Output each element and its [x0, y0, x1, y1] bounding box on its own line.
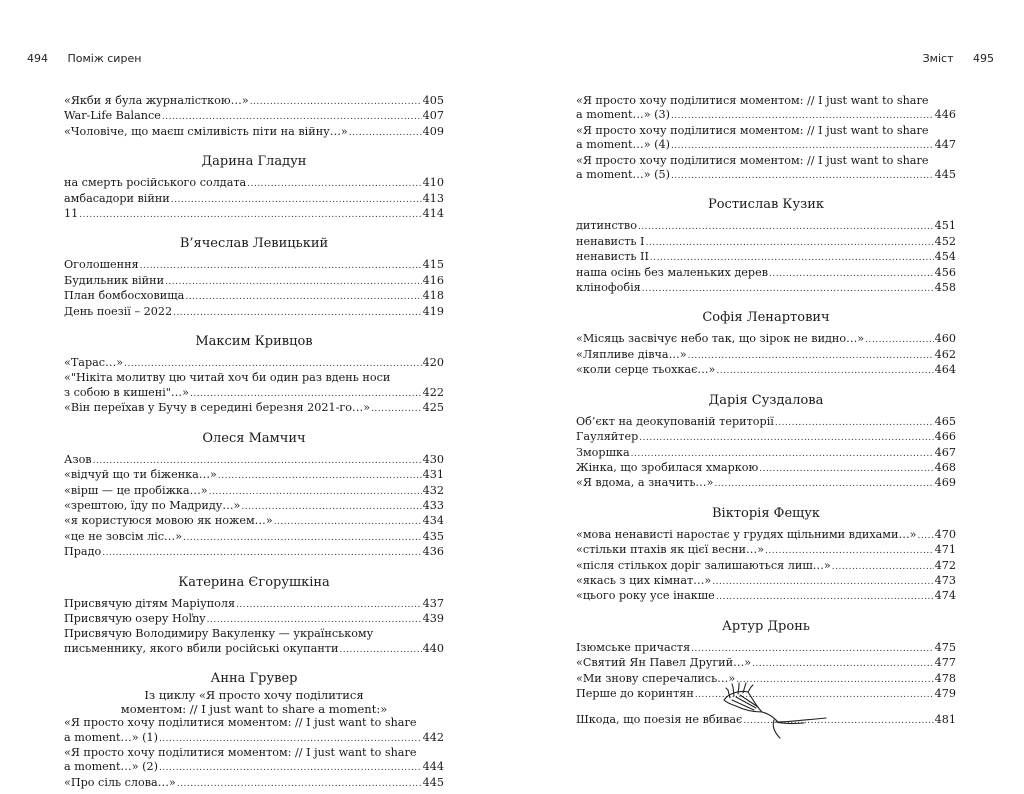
- dot-leader: [185, 290, 421, 304]
- toc-entry[interactable]: [576, 476, 956, 491]
- dot-leader: [209, 485, 422, 499]
- dot-leader: [349, 126, 422, 140]
- toc-page-number: 477: [934, 656, 956, 670]
- toc-page-number: 446: [934, 108, 956, 122]
- toc-page-number: 468: [934, 460, 956, 474]
- toc-entry-title: «стільки птахів як цієї весни…»: [576, 543, 765, 557]
- toc-entry-row: [576, 574, 956, 589]
- toc-page-number: 471: [934, 543, 956, 557]
- toc-entry[interactable]: [576, 154, 956, 184]
- toc-entry[interactable]: [64, 530, 444, 545]
- toc-entry-row: [576, 168, 956, 183]
- toc-entry-row: [64, 176, 444, 191]
- toc-entry-title: Гауляйтер: [576, 430, 639, 444]
- toc-entry[interactable]: [64, 453, 444, 468]
- toc-page-number: 465: [934, 414, 956, 428]
- toc-entry-row: [64, 499, 444, 514]
- toc-entry[interactable]: [576, 656, 956, 671]
- dot-leader: [716, 364, 933, 378]
- author-heading: Дарія Суздалова: [708, 392, 824, 408]
- toc-entry-title: a moment…» (2): [64, 760, 158, 774]
- toc-entry-title: War-Life Balance: [64, 109, 161, 123]
- toc-entry[interactable]: [64, 716, 444, 746]
- toc-entry[interactable]: [64, 746, 444, 776]
- dot-leader: [759, 462, 933, 476]
- toc-entry[interactable]: [64, 401, 444, 416]
- toc-entry-row: [576, 235, 956, 250]
- dot-leader: [688, 349, 934, 363]
- toc-entry-row: [576, 348, 956, 363]
- dot-leader: [631, 447, 934, 461]
- toc-entry[interactable]: [576, 415, 956, 430]
- toc-entry-row: [64, 125, 444, 140]
- dot-leader: [173, 306, 422, 320]
- toc-entry-title: Оголошення: [64, 258, 139, 272]
- toc-page-number: 462: [934, 347, 956, 361]
- toc-author-section: [64, 574, 444, 658]
- toc-author-section: [64, 333, 444, 417]
- toc-entry-title: клінофобія: [576, 281, 641, 295]
- dot-leader: [218, 469, 422, 483]
- toc-entry-title: «Якби я була журналісткою…»: [64, 94, 249, 107]
- toc-entry-title: Прадо: [64, 545, 102, 559]
- toc-entry-row: [64, 386, 444, 401]
- toc-entry[interactable]: [64, 207, 444, 222]
- toc-entry-title: «цього року усе інакше: [576, 589, 715, 603]
- toc-entry-row: [64, 356, 444, 371]
- toc-entry-row: [576, 476, 956, 491]
- dot-leader: [671, 169, 934, 183]
- toc-author-section: [576, 196, 956, 296]
- toc-entry-title: письменнику, якого вбили російські окупанти: [64, 641, 339, 655]
- author-heading: Ростислав Кузик: [707, 197, 825, 213]
- author-heading: Катерина Єгорушкіна: [178, 574, 330, 590]
- toc-entry-title: «Ляпливе дівча…»: [576, 347, 687, 361]
- toc-page-number: 472: [934, 558, 956, 572]
- toc-entry-title: a moment…» (1): [64, 730, 158, 744]
- dot-leader: [691, 642, 933, 656]
- toc-entry-row: [576, 281, 956, 296]
- toc-page-number: 445: [422, 775, 444, 789]
- dot-leader: [714, 477, 933, 491]
- toc-entry-title: a moment…» (4): [576, 138, 670, 152]
- toc-page-number: 466: [934, 430, 956, 444]
- dot-leader: [752, 657, 934, 671]
- running-head-right: [923, 52, 994, 65]
- toc-author-section: [64, 430, 444, 561]
- toc-entry-title: Зморшка: [576, 445, 630, 459]
- toc-entry[interactable]: [64, 499, 444, 514]
- toc-entry-row: [64, 289, 444, 304]
- toc-entry-title: «мова ненависті наростає у грудях щільними вдихами…»: [576, 527, 917, 541]
- toc-entry-title: День поезії – 2022: [64, 304, 173, 318]
- toc-page-number: 410: [422, 176, 444, 190]
- toc-page-number: 405: [422, 94, 444, 107]
- toc-entry-row: [576, 641, 956, 656]
- toc-page-number: 445: [934, 168, 956, 182]
- toc-entry-title: «коли серце тьохкає…»: [576, 363, 716, 377]
- toc-entry-row: [576, 559, 956, 574]
- toc-entry[interactable]: [64, 109, 444, 124]
- toc-entry[interactable]: [576, 266, 956, 281]
- toc-entry-title-line: «Я просто хочу поділитися моментом: // I just want to share: [576, 153, 929, 167]
- dot-leader: [769, 267, 934, 281]
- toc-page-number: 437: [422, 596, 444, 610]
- toc-entry[interactable]: [64, 305, 444, 320]
- toc-page-number: 415: [422, 258, 444, 272]
- toc-entry-title: амбасадори війни: [64, 191, 170, 205]
- toc-entry[interactable]: [64, 356, 444, 371]
- dot-leader: [865, 333, 933, 347]
- toc-entry-row: [576, 528, 956, 543]
- toc-entry-title: «відчуй що ти біженка…»: [64, 468, 217, 482]
- dot-leader: [102, 546, 421, 560]
- toc-entry-row: [64, 642, 444, 657]
- toc-entry-title: «вірш — це пробіжка…»: [64, 483, 208, 497]
- author-heading: Софія Ленартович: [702, 310, 830, 326]
- dot-leader: [162, 110, 422, 124]
- toc-page-number: 419: [422, 304, 444, 318]
- dot-leader: [371, 402, 422, 416]
- toc-entry-row: [64, 545, 444, 560]
- dot-leader: [645, 236, 933, 250]
- dot-leader: [650, 251, 934, 265]
- toc-entry-row: [576, 219, 956, 234]
- toc-entry-row: [576, 656, 956, 671]
- toc-entry-title: Присвячую дітям Маріуполя: [64, 596, 236, 610]
- toc-entry-title: «після стількох доріг залишаються лиш…»: [576, 558, 831, 572]
- toc-entry-row: [64, 731, 444, 746]
- dot-leader: [165, 275, 422, 289]
- dot-leader: [241, 500, 421, 514]
- toc-entry[interactable]: [576, 641, 956, 656]
- toc-page-number: 422: [422, 385, 444, 399]
- toc-left-column: [64, 94, 444, 791]
- toc-entry-row: [64, 776, 444, 791]
- toc-entry-title-line: «Я просто хочу поділитися моментом: // I just want to share: [576, 94, 929, 107]
- toc-entry-title: a moment…» (5): [576, 168, 670, 182]
- toc-entry-title-line: «Я просто хочу поділитися моментом: // I just want to share: [576, 123, 929, 137]
- toc-entry[interactable]: [576, 363, 956, 378]
- toc-page-number: 469: [934, 476, 956, 490]
- toc-author-section: [64, 235, 444, 320]
- dot-leader: [247, 177, 421, 191]
- toc-entry-title: «якась з цих кімнат…»: [576, 573, 712, 587]
- toc-author-section: [576, 392, 956, 492]
- toc-entry-row: [576, 589, 956, 604]
- toc-entry-title: «Чоловіче, що маєш сміливість піти на війну…»: [64, 124, 348, 138]
- toc-entry-row: [576, 446, 956, 461]
- toc-entry-title: «Про сіль слова…»: [64, 775, 176, 789]
- toc-page-number: 464: [934, 363, 956, 377]
- toc-page-number: 479: [934, 686, 956, 700]
- toc-entry[interactable]: [64, 776, 444, 791]
- dot-leader: [639, 431, 933, 445]
- cycle-heading: Із циклу «Я просто хочу поділитися: [144, 688, 364, 703]
- toc-entry[interactable]: [576, 446, 956, 461]
- toc-entry-row: [576, 415, 956, 430]
- dot-leader: [207, 613, 422, 627]
- toc-page-number: 470: [934, 527, 956, 541]
- dot-leader: [716, 590, 934, 604]
- toc-entry[interactable]: [576, 235, 956, 250]
- toc-entry-row: [64, 258, 444, 273]
- toc-page-number: 409: [422, 124, 444, 138]
- toc-entry-title: ненависть ІІ: [576, 250, 649, 264]
- dot-leader: [79, 208, 421, 222]
- toc-page-number: 440: [422, 641, 444, 655]
- toc-page-number: 458: [934, 281, 956, 295]
- dot-leader: [171, 193, 422, 207]
- toc-entry-title: «я користуюся мовою як ножем…»: [64, 514, 273, 528]
- toc-entry-row: [64, 109, 444, 124]
- toc-entry-row: [64, 468, 444, 483]
- toc-entry-title: Об’єкт на деокупованій території: [576, 414, 774, 428]
- page-number-right: 495: [973, 52, 994, 65]
- toc-page-number: 436: [422, 545, 444, 559]
- dot-leader: [93, 454, 422, 468]
- dot-leader: [140, 259, 422, 273]
- toc-entry[interactable]: [576, 528, 956, 543]
- toc-page-number: 447: [934, 138, 956, 152]
- book-title: Поміж сирен: [67, 52, 142, 65]
- toc-entry[interactable]: [576, 543, 956, 558]
- toc-entry-row: [64, 453, 444, 468]
- toc-entry[interactable]: [64, 94, 444, 109]
- toc-entry[interactable]: [576, 589, 956, 604]
- toc-page-number: 460: [934, 332, 956, 346]
- toc-entry-title: Азов: [64, 452, 92, 466]
- toc-entry-row: [64, 401, 444, 416]
- toc-page-number: 475: [934, 640, 956, 654]
- toc-entry[interactable]: [576, 574, 956, 589]
- toc-entry-row: [576, 363, 956, 378]
- dot-leader: [159, 761, 422, 775]
- toc-page-number: 418: [422, 289, 444, 303]
- dot-leader: [832, 560, 934, 574]
- toc-entry[interactable]: [64, 612, 444, 627]
- toc-entry-title: «Він переїхав у Бучу в середині березня 2021-го…»: [64, 401, 371, 415]
- toc-author-section: [64, 153, 444, 222]
- toc-page-number: 474: [934, 589, 956, 603]
- dot-leader: [765, 544, 934, 558]
- toc-entry-row: [576, 461, 956, 476]
- toc-page-number: 420: [422, 356, 444, 370]
- toc-entry[interactable]: [576, 348, 956, 363]
- toc-entry-title-line: «"Нікіта молитву цю читай хоч би один раз вдень носи: [64, 371, 391, 385]
- toc-page-number: 435: [422, 529, 444, 543]
- toc-entry-row: [576, 543, 956, 558]
- toc-page-number: 467: [934, 445, 956, 459]
- toc-page-number: 433: [422, 498, 444, 512]
- toc-page-number: 425: [422, 401, 444, 415]
- toc-entry[interactable]: [64, 192, 444, 207]
- toc-entry-title: Будильник війни: [64, 273, 165, 287]
- toc-page-number: 430: [422, 452, 444, 466]
- toc-page-number: 414: [422, 207, 444, 221]
- toc-entry[interactable]: [64, 258, 444, 273]
- toc-entry[interactable]: [64, 468, 444, 483]
- author-heading: Вікторія Фещук: [711, 505, 820, 521]
- author-heading: Дарина Гладун: [201, 154, 307, 170]
- toc-entry-row: [64, 514, 444, 529]
- toc-page-number: 481: [934, 713, 956, 727]
- toc-page-number: 473: [934, 573, 956, 587]
- dot-leader: [183, 531, 422, 545]
- toc-entry-title-line: «Я просто хочу поділитися моментом: // I just want to share: [64, 716, 417, 730]
- toc-entry[interactable]: [576, 281, 956, 296]
- toc-entry-title: дитинство: [576, 219, 637, 233]
- toc-entry[interactable]: [64, 597, 444, 612]
- dot-leader: [671, 139, 934, 153]
- toc-entry-row: [576, 250, 956, 265]
- toc-entry-row: [64, 274, 444, 289]
- toc-entry-title: «це не зовсім ліс…»: [64, 529, 183, 543]
- toc-entry-row: [576, 332, 956, 347]
- toc-entry[interactable]: [576, 559, 956, 574]
- toc-page-number: 407: [422, 109, 444, 123]
- toc-entry-title: Присвячую озеру Hoľny: [64, 611, 206, 625]
- toc-entry-row: [576, 108, 956, 123]
- toc-entry-title: Шкода, що поезія не вбиває: [576, 713, 743, 727]
- cycle-heading: моментом: // I just want to share a moment:»: [120, 702, 388, 717]
- toc-page-number: 416: [422, 273, 444, 287]
- toc-author-section: [576, 309, 956, 378]
- toc-entry-row: [64, 530, 444, 545]
- dot-leader: [190, 387, 422, 401]
- toc-page-number: 439: [422, 611, 444, 625]
- toc-entry-title: a moment…» (3): [576, 108, 670, 122]
- toc-entry-title: «Ми знову сперечались…»: [576, 671, 736, 685]
- toc-page-number: 451: [934, 219, 956, 233]
- toc-entry-title: ненависть І: [576, 234, 645, 248]
- dot-leader: [124, 357, 422, 371]
- toc-entry-row: [64, 612, 444, 627]
- toc-entry-title: Жінка, що зробилася хмаркою: [576, 460, 759, 474]
- toc-entry-row: [576, 266, 956, 281]
- toc-page-number: 434: [422, 514, 444, 528]
- toc-entry[interactable]: [64, 484, 444, 499]
- toc-entry-title: «Тарас…»: [64, 356, 124, 370]
- dot-leader: [250, 95, 422, 109]
- toc-entry[interactable]: [576, 219, 956, 234]
- dot-leader: [775, 416, 934, 430]
- toc-page-number: 454: [934, 250, 956, 264]
- toc-entry[interactable]: [576, 250, 956, 265]
- toc-page-number: 478: [934, 671, 956, 685]
- toc-entry-title: План бомбосховища: [64, 289, 185, 303]
- dot-leader: [177, 777, 422, 791]
- page-number-left: 494: [27, 52, 48, 65]
- toc-entry-row: [64, 597, 444, 612]
- dot-leader: [274, 515, 422, 529]
- toc-entry-title: наша осінь без маленьких дерев: [576, 265, 769, 279]
- toc-author-section: [64, 670, 444, 791]
- section-title: Зміст: [922, 52, 954, 65]
- toc-entry-title: на смерть російського солдата: [64, 176, 247, 190]
- toc-page-number: 413: [422, 191, 444, 205]
- toc-entry-row: [64, 305, 444, 320]
- toc-entry[interactable]: [576, 461, 956, 476]
- dot-leader: [339, 643, 421, 657]
- toc-page-number: 431: [422, 468, 444, 482]
- dot-leader: [236, 598, 422, 612]
- toc-author-section: [576, 505, 956, 605]
- toc-entry-title: з собою в кишені"…»: [64, 385, 189, 399]
- dot-leader: [918, 529, 934, 543]
- toc-entry-title-line: Присвячую Володимиру Вакуленку — українському: [64, 627, 374, 641]
- toc-entry-title: Перше до коринтян: [576, 686, 694, 700]
- toc-entry[interactable]: [64, 125, 444, 140]
- toc-entry[interactable]: [64, 545, 444, 560]
- dot-leader: [638, 220, 934, 234]
- toc-entry[interactable]: [64, 176, 444, 191]
- toc-entry[interactable]: [64, 514, 444, 529]
- author-heading: В’ячеслав Левицький: [179, 236, 329, 252]
- toc-right-column: [576, 94, 956, 729]
- toc-entry-row: [64, 207, 444, 222]
- dot-leader: [159, 732, 422, 746]
- toc-entry-title: 11: [64, 207, 79, 221]
- author-heading: Артур Дронь: [722, 618, 810, 634]
- author-heading: Анна Грувер: [210, 671, 298, 687]
- toc-entry-title: «зрештою, їду по Мадриду…»: [64, 498, 241, 512]
- dot-leader: [642, 282, 934, 296]
- toc-page-number: 442: [422, 730, 444, 744]
- toc-entry-row: [64, 94, 444, 109]
- author-heading: Максим Кривцов: [195, 334, 313, 350]
- toc-entry-title: Ізюмське причастя: [576, 640, 691, 654]
- toc-entry[interactable]: [576, 430, 956, 445]
- toc-entry[interactable]: [64, 289, 444, 304]
- toc-page-number: 444: [422, 760, 444, 774]
- toc-entry[interactable]: [64, 371, 444, 401]
- toc-page-number: 456: [934, 265, 956, 279]
- flower-ornament-icon: [718, 682, 830, 742]
- toc-entry-title: «Святий Ян Павел Другий…»: [576, 656, 752, 670]
- toc-entry-row: [64, 760, 444, 775]
- toc-entry-row: [64, 192, 444, 207]
- toc-entry[interactable]: [576, 332, 956, 347]
- toc-entry[interactable]: [64, 627, 444, 657]
- toc-entry-row: [576, 138, 956, 153]
- toc-entry[interactable]: [64, 274, 444, 289]
- toc-entry-title: «Я вдома, а значить…»: [576, 476, 714, 490]
- toc-entry[interactable]: [576, 94, 956, 124]
- running-head-left: [27, 52, 141, 65]
- author-heading: Олеся Мамчич: [202, 430, 306, 446]
- toc-entry[interactable]: [576, 124, 956, 154]
- toc-entry-title-line: «Я просто хочу поділитися моментом: // I just want to share: [64, 745, 417, 759]
- dot-leader: [712, 575, 933, 589]
- toc-entry-row: [576, 430, 956, 445]
- dot-leader: [671, 109, 934, 123]
- toc-page-number: 432: [422, 483, 444, 497]
- toc-entry-row: [64, 484, 444, 499]
- toc-page-number: 452: [934, 234, 956, 248]
- toc-entry-title: «Місяць засвічує небо так, що зірок не видно…»: [576, 332, 865, 346]
